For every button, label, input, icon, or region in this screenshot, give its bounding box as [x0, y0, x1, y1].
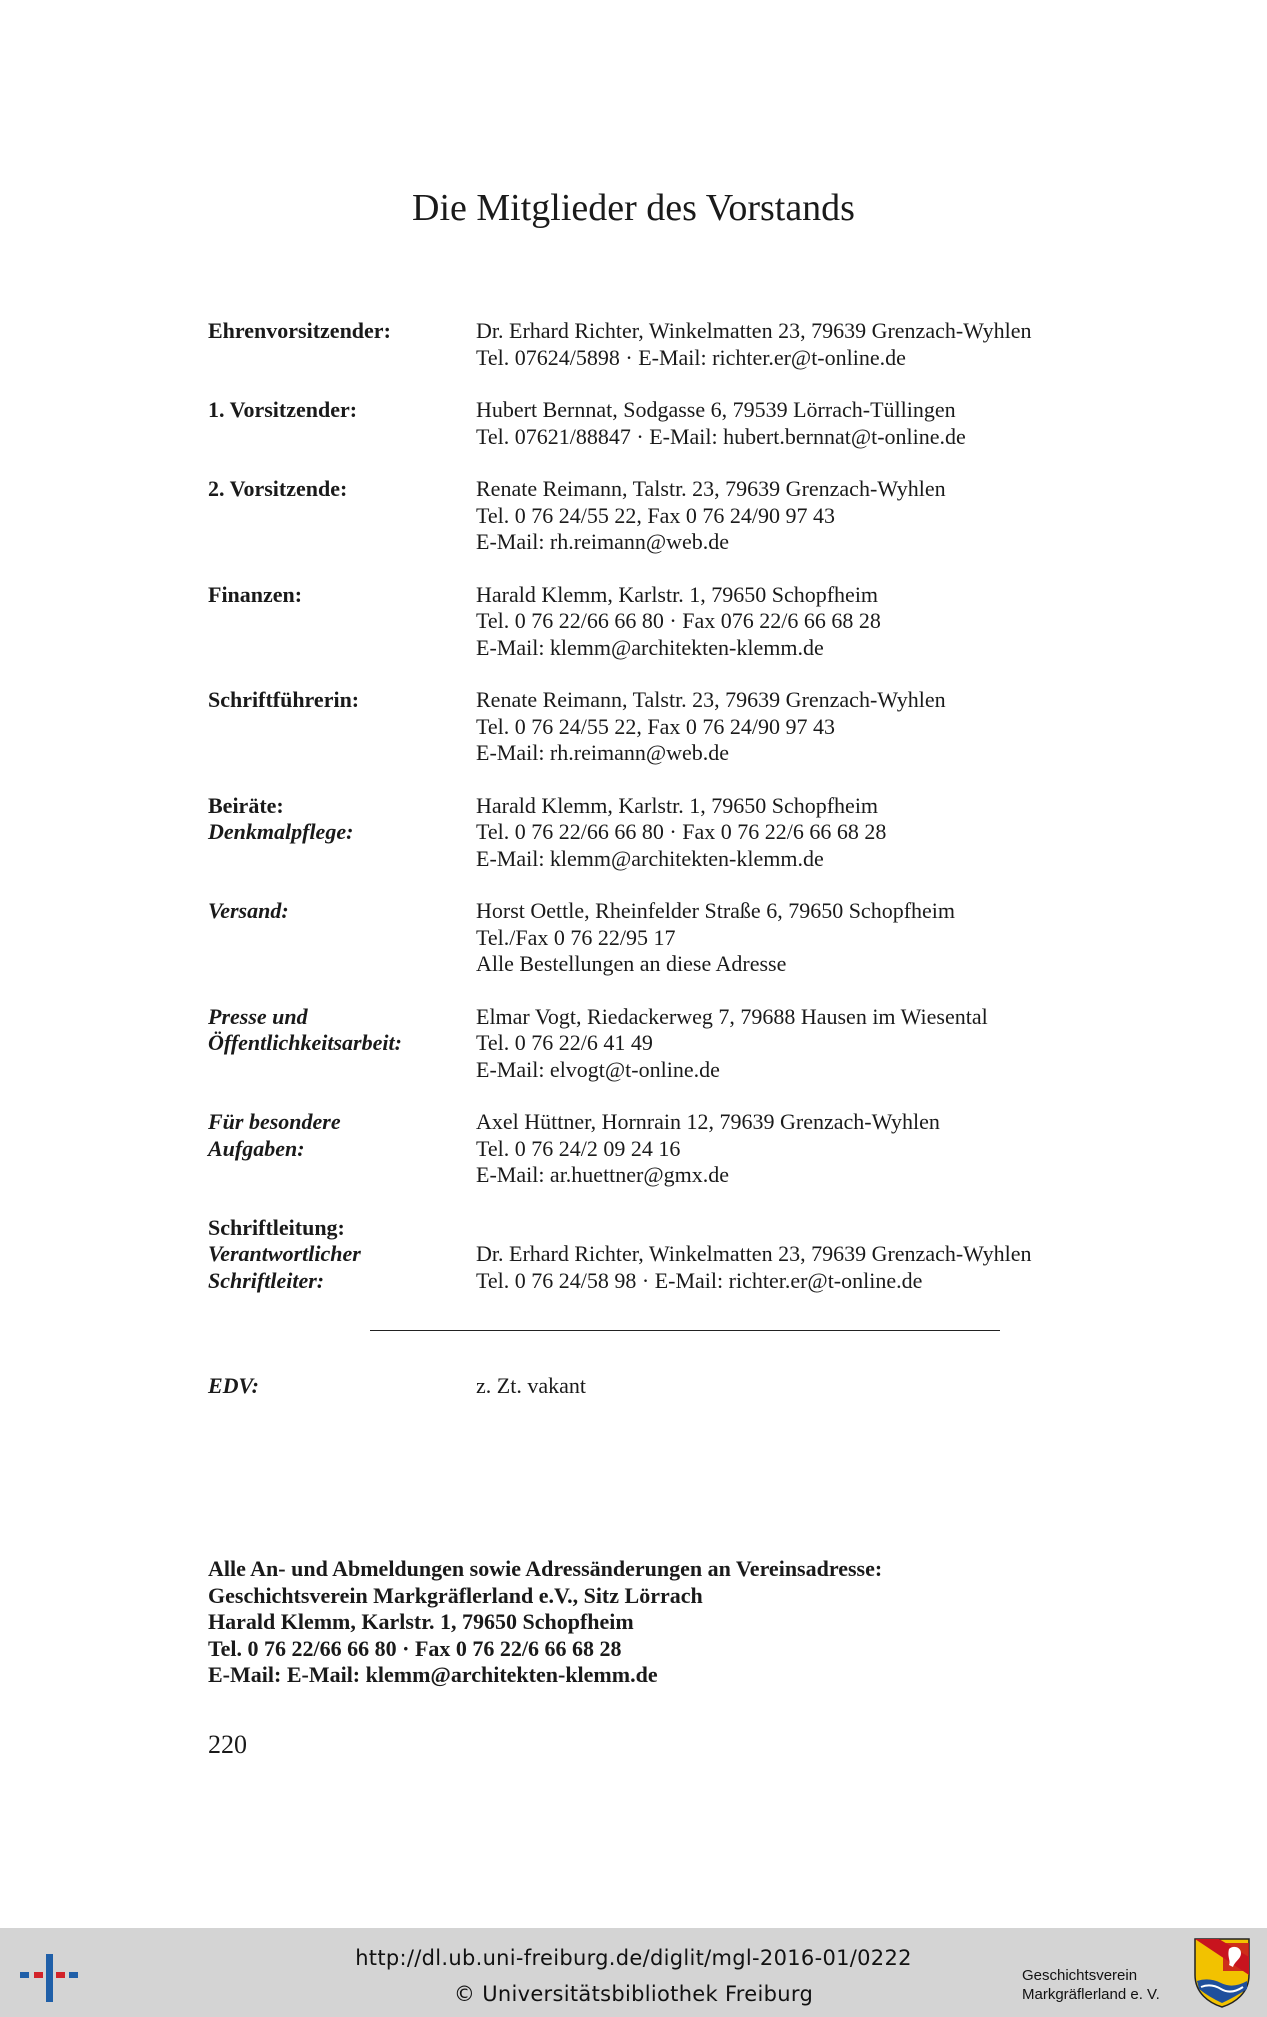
board-entry [208, 397, 1138, 450]
entry-details [476, 1004, 1138, 1084]
entry-detail-line: Tel. 0 76 24/58 98 · E-Mail: richter.er@t-online.de [476, 1267, 923, 1293]
entry-label-line: Schriftführerin: [208, 687, 360, 712]
board-entry [208, 318, 1138, 371]
entry-detail-line: Harald Klemm, Karlstr. 1, 79650 Schopfheim [476, 581, 879, 607]
entry-detail-line: E-Mail: elvogt@t-online.de [476, 1056, 720, 1082]
association-address-block [208, 1556, 882, 1689]
entry-detail-line: Renate Reimann, Talstr. 23, 79639 Grenzach-Wyhlen [476, 687, 946, 712]
entry-detail-line: E-Mail: rh.reimann@web.de [476, 740, 730, 765]
entry-detail-line: Hubert Bernnat, Sodgasse 6, 79539 Lörrach-Tüllingen [476, 397, 956, 422]
board-entry [208, 793, 1138, 873]
society-name-line1: Geschichtsverein [1022, 1967, 1138, 1984]
entry-details [476, 582, 1138, 662]
entry-detail-line: Axel Hüttner, Hornrain 12, 79639 Grenzach-Wyhlen [476, 1109, 940, 1134]
entry-label-line: Presse und [208, 1003, 308, 1029]
entry-detail-line: Renate Reimann, Talstr. 23, 79639 Grenzach-Wyhlen [476, 476, 946, 501]
entry-detail-line: Alle Bestellungen an diese Adresse [476, 951, 787, 976]
entry-label [208, 1215, 476, 1295]
board-members-list [208, 318, 1138, 1320]
page-title: Die Mitglieder des Vorstands [412, 187, 855, 229]
entry-label-line: Finanzen: [208, 581, 303, 607]
separator-line [370, 1330, 1000, 1331]
entry-label-line: Für besondere [208, 1109, 341, 1134]
entry-detail-line: E-Mail: rh.reimann@web.de [476, 529, 730, 554]
entry-details [476, 793, 1138, 873]
address-line: Harald Klemm, Karlstr. 1, 79650 Schopfheim [208, 1609, 634, 1634]
entry-detail-line: Dr. Erhard Richter, Winkelmatten 23, 79639 Grenzach-Wyhlen [476, 318, 1032, 343]
board-entry [208, 1004, 1138, 1084]
entry-detail-line: Tel. 0 76 22/6 41 49 [476, 1030, 653, 1055]
entry-label-line: Ehrenvorsitzender: [208, 318, 391, 343]
entry-detail-line: Elmar Vogt, Riedackerweg 7, 79688 Hausen im Wiesental [476, 1003, 988, 1029]
entry-label [208, 1004, 476, 1084]
board-entry [208, 1215, 1138, 1295]
entry-detail-line: Tel. 0 76 22/66 66 80 · Fax 0 76 22/6 66 68 28 [476, 819, 887, 844]
entry-label-line: Öffentlichkeitsarbeit: [208, 1030, 402, 1055]
edv-value: z. Zt. vakant [476, 1373, 586, 1398]
society-name-line2: Markgräflerland e. V. [1022, 1986, 1160, 2003]
entry-detail-line: E-Mail: klemm@architekten-klemm.de [476, 634, 824, 660]
address-line: E-Mail: E-Mail: klemm@architekten-klemm.de [208, 1662, 658, 1687]
entry-label [208, 397, 476, 450]
entry-detail-line: Dr. Erhard Richter, Winkelmatten 23, 79639 Grenzach-Wyhlen [476, 1241, 1032, 1266]
address-line: Geschichtsverein Markgräflerland e.V., Sitz Lörrach [208, 1582, 703, 1608]
entry-details [476, 898, 1138, 978]
address-line: Alle An- und Abmeldungen sowie Adressänderungen an Vereinsadresse: [208, 1556, 883, 1581]
entry-detail-line: E-Mail: ar.huettner@gmx.de [476, 1162, 730, 1187]
entry-label-line: Beiräte: [208, 792, 284, 818]
entry-details [476, 1109, 1138, 1189]
entry-detail-line: Tel. 0 76 22/66 66 80 · Fax 076 22/6 66 68 28 [476, 608, 881, 633]
entry-detail-line: Tel./Fax 0 76 22/95 17 [476, 924, 676, 950]
entry-label-line: 1. Vorsitzender: [208, 397, 358, 422]
entry-detail-line: E-Mail: klemm@architekten-klemm.de [476, 845, 824, 871]
entry-detail-line: Harald Klemm, Karlstr. 1, 79650 Schopfheim [476, 792, 879, 818]
board-entry [208, 898, 1138, 978]
entry-details [476, 1215, 1138, 1295]
entry-label [208, 582, 476, 662]
edv-entry [208, 1373, 586, 1400]
board-entry [208, 1109, 1138, 1189]
entry-detail-line: Tel. 0 76 24/55 22, Fax 0 76 24/90 97 43 [476, 502, 836, 528]
entry-detail-line: Tel. 07624/5898 · E-Mail: richter.er@t-online.de [476, 344, 906, 370]
entry-details [476, 318, 1138, 371]
board-entry [208, 476, 1138, 556]
entry-label [208, 898, 476, 978]
entry-label-line: Verantwortlicher [208, 1241, 361, 1266]
entry-detail-line: Tel. 0 76 24/55 22, Fax 0 76 24/90 97 43 [476, 713, 836, 739]
society-crest-icon[interactable] [1193, 1937, 1251, 2009]
entry-label-line: Versand: [208, 898, 289, 923]
entry-label [208, 318, 476, 371]
entry-label [208, 793, 476, 873]
entry-label [208, 687, 476, 767]
entry-detail-line [476, 1215, 1138, 1242]
entry-details [476, 687, 1138, 767]
entry-detail-line: Tel. 0 76 24/2 09 24 16 [476, 1135, 681, 1161]
document-url-link[interactable]: http://dl.ub.uni-freiburg.de/diglit/mgl-2016-01/0222 [355, 1946, 912, 1970]
entry-label-line: Denkmalpflege: [208, 819, 354, 844]
board-entry [208, 582, 1138, 662]
edv-label: EDV: [208, 1373, 259, 1398]
entry-label-line: Schriftleitung: [208, 1214, 345, 1240]
copyright-text: © Universitätsbibliothek Freiburg [453, 1982, 814, 2006]
entry-label [208, 476, 476, 556]
board-entry [208, 687, 1138, 767]
entry-label [208, 1109, 476, 1189]
society-name [1022, 1966, 1160, 2004]
entry-details [476, 476, 1138, 556]
entry-label-line: 2. Vorsitzende: [208, 476, 348, 501]
address-line: Tel. 0 76 22/66 66 80 · Fax 0 76 22/6 66 68 28 [208, 1635, 622, 1661]
entry-detail-line: Horst Oettle, Rheinfelder Straße 6, 79650 Schopfheim [476, 898, 956, 923]
entry-label-line: Aufgaben: [208, 1135, 305, 1161]
entry-label-line: Schriftleiter: [208, 1267, 325, 1293]
entry-details [476, 397, 1138, 450]
entry-detail-line: Tel. 07621/88847 · E-Mail: hubert.bernnat@t-online.de [476, 423, 966, 449]
page-number: 220 [208, 1730, 247, 1759]
